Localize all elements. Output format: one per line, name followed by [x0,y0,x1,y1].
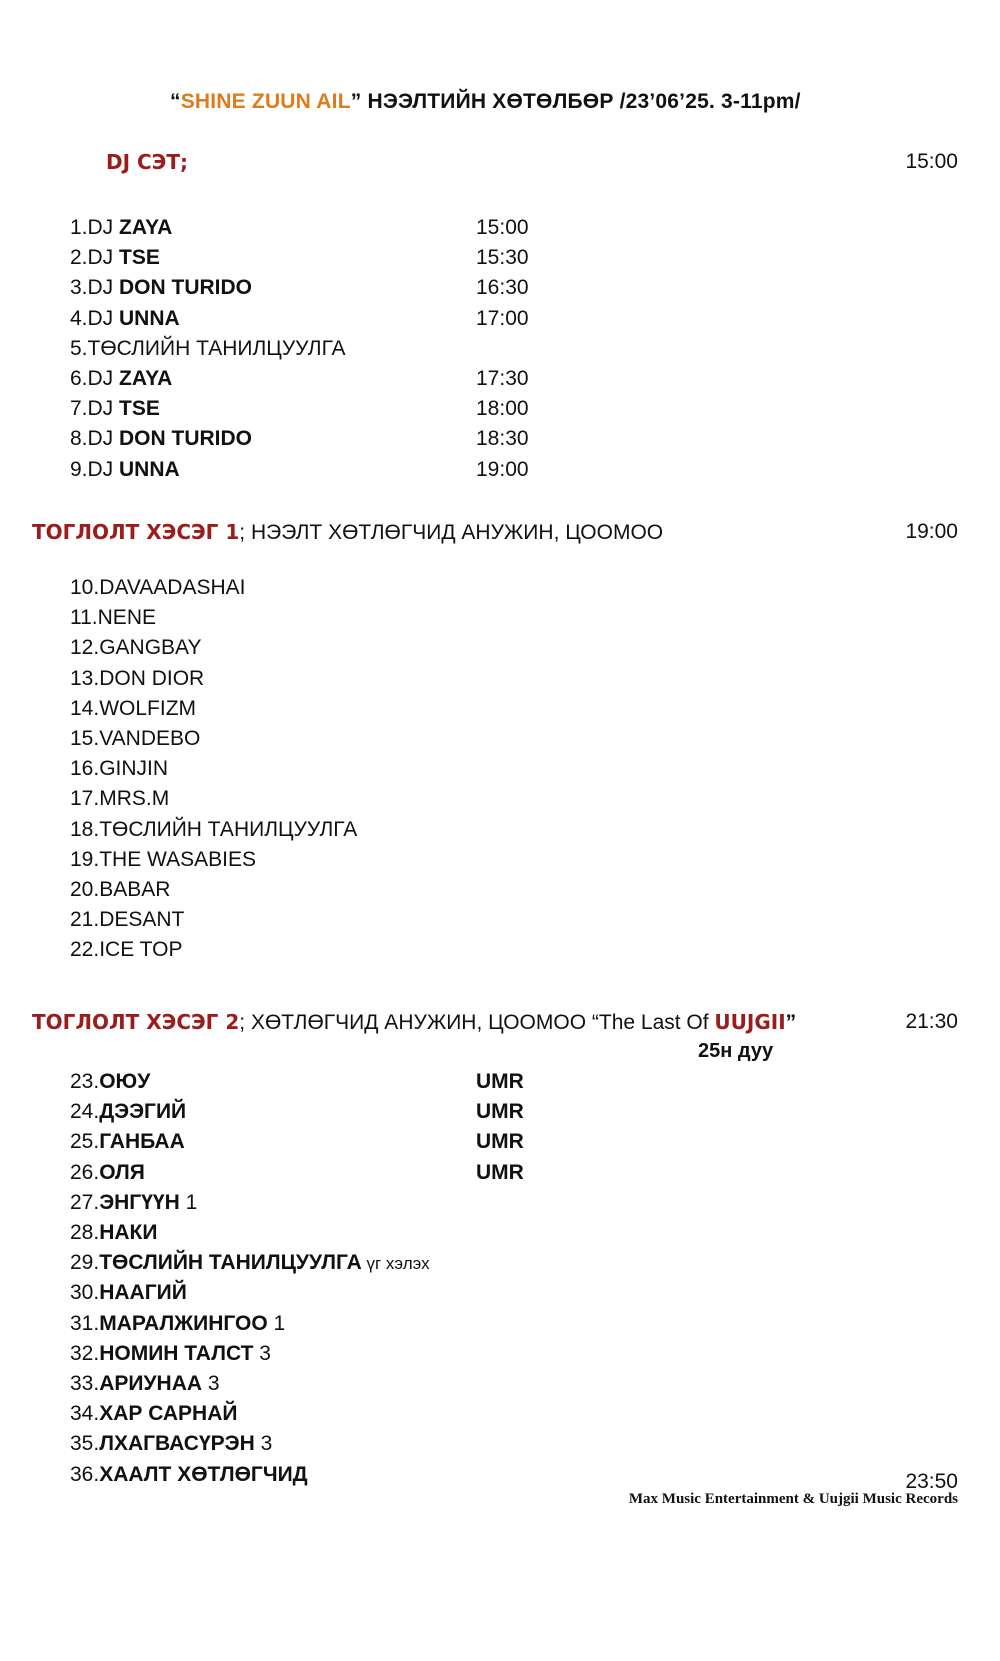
list-item [70,1130,185,1154]
item-name: ICE TOP [99,938,183,962]
part1-hosts: ; НЭЭЛТ ХӨТЛӨГЧИД АНУЖИН, ЦООМОО [239,521,664,544]
dj-section-heading [106,150,188,175]
list-item [70,818,357,842]
part2-note: 25н дуу [698,1040,774,1062]
item-time: 18:00 [476,397,529,421]
page-title [170,90,801,114]
list-item [70,1281,187,1305]
list-item [70,1372,220,1396]
part2-close-quote: ” [785,1011,797,1034]
list-item [70,1070,150,1094]
item-name: ТӨСЛИЙН ТАНИЛЦУУЛГА [99,1251,362,1275]
item-extra: 3 [254,1432,273,1456]
item-time: 15:30 [476,246,529,270]
part2-heading [32,1010,796,1035]
item-number: 20. [70,878,100,901]
item-name: ХАР САРНАЙ [99,1402,238,1426]
item-number: 33. [70,1372,100,1395]
part1-heading [32,520,663,545]
item-name: DON DIOR [99,666,205,690]
item-name: НАКИ [99,1221,158,1244]
item-number: 7. [70,397,88,421]
item-prefix: DJ [87,306,120,330]
item-label-tag: UMR [476,1070,524,1093]
item-number: 30. [70,1281,100,1305]
item-extra: 3 [202,1372,220,1395]
item-number: 32. [70,1341,100,1365]
item-name: МАРАЛЖИНГОО [99,1311,268,1335]
list-item [70,727,200,751]
list-item [70,246,160,270]
item-name: DESANT [99,908,185,932]
list-item [70,938,182,962]
item-name: UNNA [119,306,180,330]
item-number: 8. [70,427,88,451]
item-name: ХААЛТ ХӨТЛӨГЧИД [99,1462,308,1486]
item-number: 36. [70,1462,100,1486]
item-name: ТӨСЛИЙН ТАНИЛЦУУЛГА [87,336,346,360]
dj-section-label: DJ СЭТ; [106,150,189,174]
item-name: NENE [97,606,156,630]
list-item [70,697,196,721]
item-name: UNNA [119,457,180,481]
part1-label: ТОГЛОЛТ ХЭСЭГ 1 [32,520,240,544]
item-number: 25. [70,1130,100,1154]
item-number: 10. [70,576,100,599]
item-name: ТӨСЛИЙН ТАНИЛЦУУЛГА [99,817,358,841]
title-rest: ” НЭЭЛТИЙН ХӨТӨЛБӨР /23’06’25. 3-11pm/ [350,90,801,113]
item-name: ZAYA [119,367,173,390]
item-prefix: DJ [87,216,120,239]
item-time: 18:30 [476,427,529,451]
item-name: MRS.M [99,787,170,811]
item-number: 22. [70,938,100,962]
item-extra: 1 [179,1190,198,1214]
dj-section-time: 15:00 [905,150,958,173]
item-name: ОЮУ [99,1070,151,1093]
list-item [70,606,156,630]
item-name: ZAYA [119,216,173,239]
item-label-tag: UMR [476,1130,524,1154]
item-name: АРИУНАА [99,1372,203,1395]
list-item [70,307,180,331]
item-number: 3. [70,276,88,300]
list-item [70,1432,272,1456]
item-number: 35. [70,1432,100,1456]
item-time: 17:00 [476,306,529,330]
list-item [70,1312,285,1336]
part2-hosts: ; ХӨТЛӨГЧИД АНУЖИН, ЦООМОО “The Last Of [239,1011,715,1034]
item-name: WOLFIZM [99,696,197,720]
item-name: TSE [119,246,160,270]
list-item [70,1402,237,1426]
title-brand: SHINE ZUUN AIL [180,90,351,113]
item-number: 24. [70,1100,100,1124]
item-label-tag: UMR [476,1160,524,1184]
list-item [70,216,172,240]
list-item [70,848,256,872]
part2-label: ТОГЛОЛТ ХЭСЭГ 2 [32,1010,240,1034]
list-item [70,1100,186,1124]
item-number: 23. [70,1070,100,1093]
item-number: 4. [70,306,88,330]
item-number: 34. [70,1402,100,1426]
item-number: 29. [70,1251,100,1275]
list-item [70,576,245,600]
list-item [70,276,252,300]
item-name: BABAR [99,878,171,901]
item-extra: 1 [267,1311,286,1335]
closing-time: 23:50 [905,1470,958,1493]
list-item [70,878,170,902]
item-name: GINJIN [99,757,169,781]
list-item [70,908,184,932]
list-item [70,367,172,391]
item-number: 15. [70,727,100,750]
part2-brand: UUJGII [714,1010,786,1034]
item-number: 16. [70,757,100,781]
list-item [70,787,169,811]
item-name: НОМИН ТАЛСТ [99,1341,254,1365]
item-name: ДЭЭГИЙ [99,1100,187,1124]
item-name: DON TURIDO [119,276,253,300]
item-name: ЭНГҮҮН [99,1190,180,1214]
list-item [70,1191,197,1215]
item-number: 28. [70,1221,100,1244]
item-prefix: DJ [87,367,120,390]
item-time: 16:30 [476,276,529,300]
item-name: TSE [119,397,160,421]
list-item [70,458,180,482]
item-number: 14. [70,696,100,720]
item-number: 27. [70,1190,100,1214]
list-item [70,427,252,451]
item-number: 6. [70,367,88,390]
list-item [70,667,204,691]
item-number: 31. [70,1311,100,1335]
list-item [70,1161,145,1185]
item-name: GANGBAY [99,636,202,660]
list-item [70,337,346,361]
item-name: VANDEBO [99,727,201,750]
list-item [70,1251,430,1275]
item-prefix: DJ [87,427,120,451]
item-number: 9. [70,457,88,481]
item-number: 17. [70,787,100,811]
item-time: 19:00 [476,457,529,481]
item-number: 21. [70,908,100,932]
item-number: 18. [70,817,100,841]
item-name: THE WASABIES [99,847,256,871]
list-item [70,397,160,421]
item-extra: үг хэлэх [361,1254,430,1274]
list-item [70,1221,157,1245]
item-name: DAVAADASHAI [99,576,246,599]
item-number: 11. [70,606,98,630]
item-time: 17:30 [476,367,529,390]
item-number: 19. [70,847,100,871]
part1-time: 19:00 [905,520,958,543]
part2-time: 21:30 [905,1010,958,1033]
item-name: ГАНБАА [99,1130,185,1154]
item-name: ЛХАГВАСҮРЭН [99,1432,255,1456]
item-number: 2. [70,246,88,270]
item-number: 26. [70,1160,100,1184]
list-item [70,1463,308,1487]
footer-credit: Max Music Entertainment & Uujgii Music Records [628,1491,958,1507]
item-name: DON TURIDO [119,427,253,451]
title-open-quote: “ [170,90,181,113]
item-extra: 3 [253,1341,271,1365]
list-item [70,1342,271,1366]
item-number: 12. [70,636,100,660]
item-prefix: DJ [87,397,120,421]
list-item [70,757,168,781]
item-time: 15:00 [476,216,529,239]
list-item [70,636,202,660]
item-number: 5. [70,336,88,360]
item-prefix: DJ [87,246,120,270]
item-label-tag: UMR [476,1100,524,1124]
item-prefix: DJ [87,457,120,481]
item-name: НААГИЙ [99,1281,187,1305]
item-name: ОЛЯ [99,1160,145,1184]
item-prefix: DJ [87,276,120,300]
item-number: 1. [70,216,88,239]
item-number: 13. [70,666,100,690]
